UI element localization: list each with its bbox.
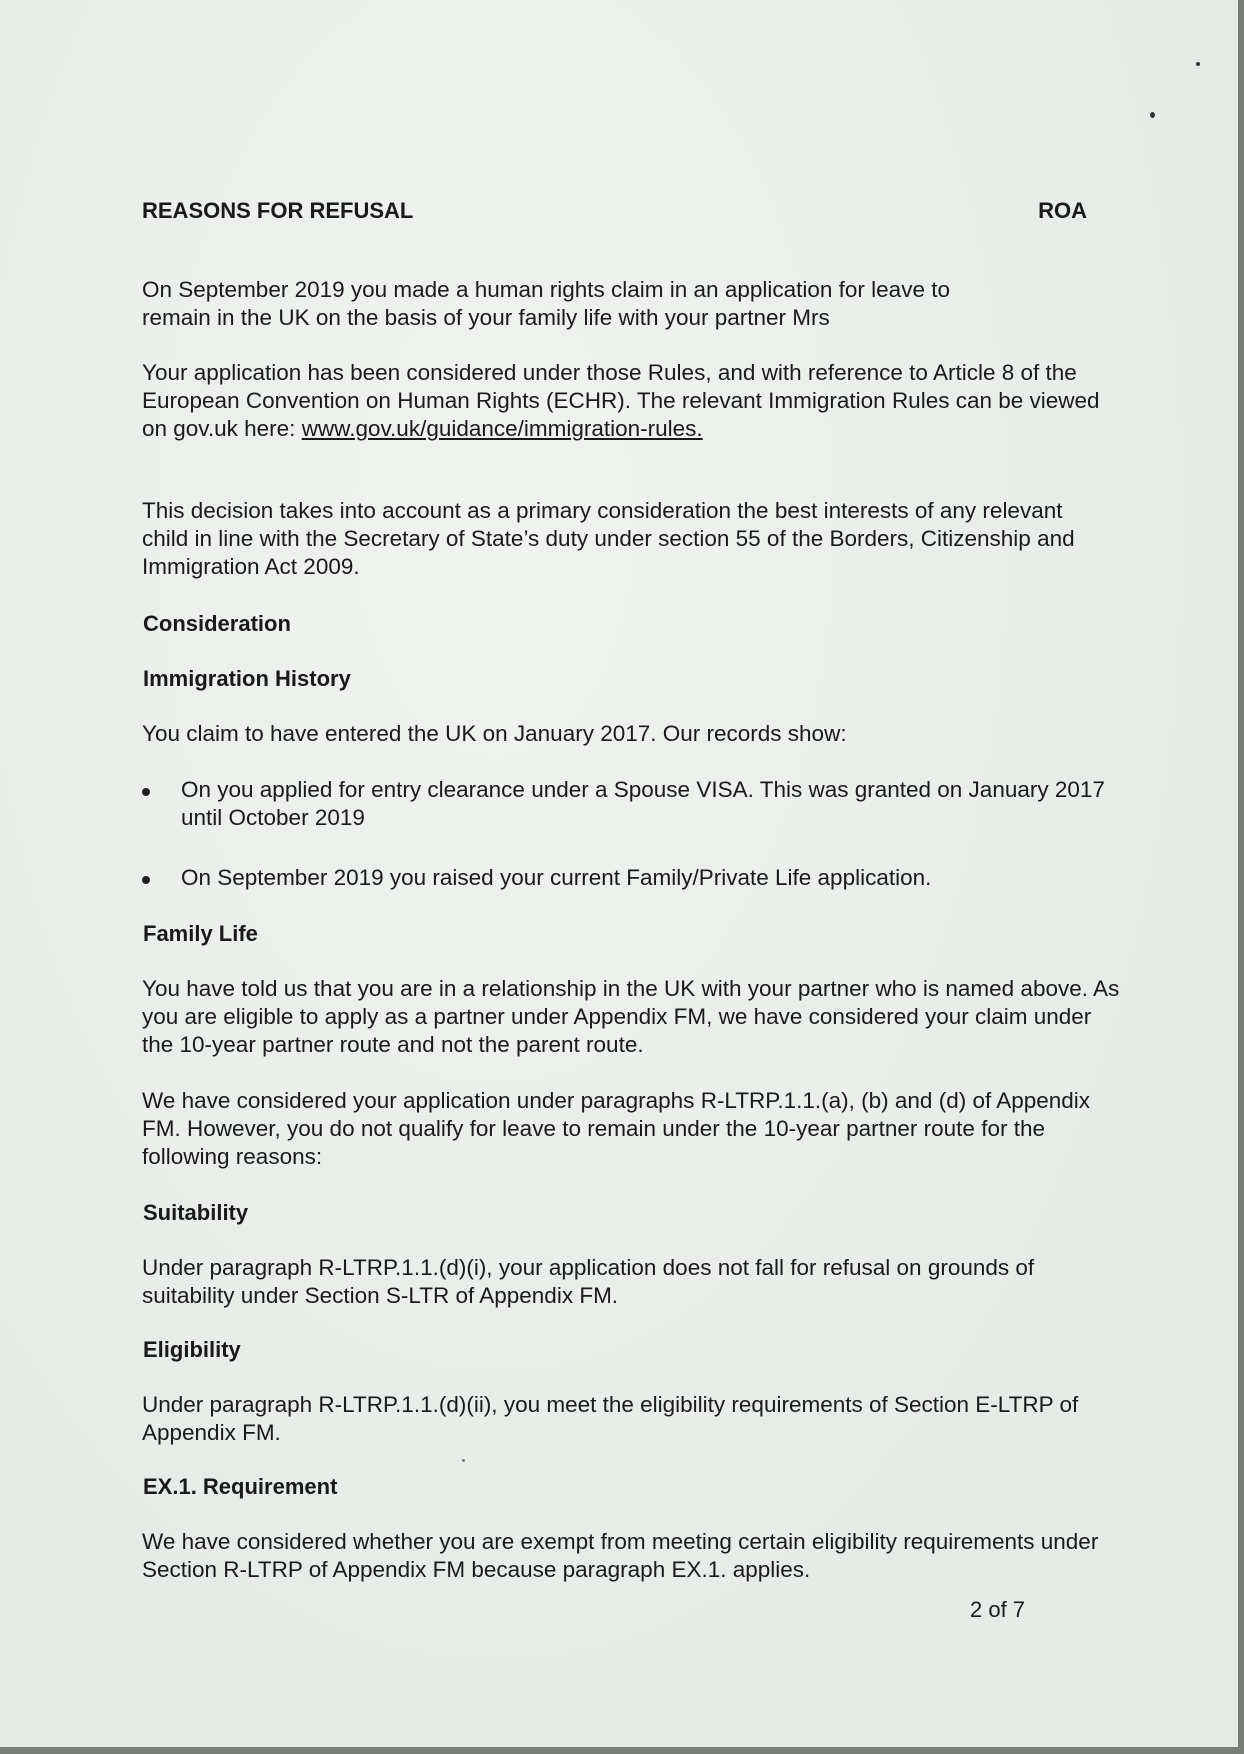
intro-paragraph [142, 276, 1132, 332]
suitability-heading: Suitability [143, 1200, 249, 1225]
intro-line: On September 2019 you made a human rights claim in an application for leave to [142, 277, 950, 302]
suitability-paragraph: Under paragraph R-LTRP.1.1.(d)(i), your application does not fall for refusal on grounds of suitability under Section S-LTR of Appendix FM. [142, 1255, 1035, 1308]
scan-speck [462, 1459, 465, 1462]
decision-paragraph: This decision takes into account as a primary consideration the best interests of any relevant child in line with the Secretary of State’s duty under section 55 of the Borders, Citizenship and Immigration Act 2009. [142, 498, 1075, 579]
rules-text: Your application has been considered under those Rules, and with reference to Article 8 of the European Convention on Human Rights (ECHR). The relevant Immigration Rules can be viewed on gov.uk here: [142, 360, 1100, 441]
ex1-heading: EX.1. Requirement [143, 1474, 338, 1499]
list-item-text: On you applied for entry clearance under a Spouse VISA. This was granted on January 2017 until October 2019 [181, 777, 1105, 830]
immigration-claim-paragraph: You claim to have entered the UK on January 2017. Our records show: [142, 721, 847, 746]
family-life-paragraph-1: You have told us that you are in a relationship in the UK with your partner who is named above. As you are eligible to apply as a partner under Appendix FM, we have considered your claim under the 10-year partner route and not the parent route. [142, 976, 1120, 1057]
scan-speck [1150, 112, 1155, 118]
eligibility-paragraph: Under paragraph R-LTRP.1.1.(d)(ii), you meet the eligibility requirements of Section E-LTRP of Appendix FM. [142, 1392, 1079, 1445]
bullet-dot-icon [142, 788, 150, 796]
immigration-history-heading: Immigration History [143, 666, 351, 691]
eligibility-heading: Eligibility [143, 1337, 241, 1362]
family-life-paragraph-2: We have considered your application under paragraphs R-LTRP.1.1.(a), (b) and (d) of Appendix FM. However, you do not qualify for leave to remain under the 10-year partner route for the following reasons: [142, 1088, 1091, 1169]
consideration-heading: Consideration [143, 611, 291, 636]
list-item-text: On September 2019 you raised your current Family/Private Life application. [181, 865, 932, 890]
bullet-dot-icon [142, 876, 150, 884]
immigration-rules-link[interactable]: www.gov.uk/guidance/immigration-rules. [301, 416, 703, 441]
ex1-paragraph: We have considered whether you are exempt from meeting certain eligibility requirements under Section R-LTRP of Appendix FM because paragraph EX.1. applies. [142, 1529, 1099, 1582]
scan-speck [1196, 62, 1200, 66]
document-code: ROA [1038, 198, 1087, 223]
intro-line: remain in the UK on the basis of your family life with your partner Mrs [142, 305, 830, 330]
rules-paragraph [142, 359, 1127, 443]
document-title: REASONS FOR REFUSAL [142, 198, 414, 223]
family-life-heading: Family Life [143, 921, 258, 946]
page-number: 2 of 7 [970, 1597, 1026, 1622]
document-header [142, 198, 1087, 228]
